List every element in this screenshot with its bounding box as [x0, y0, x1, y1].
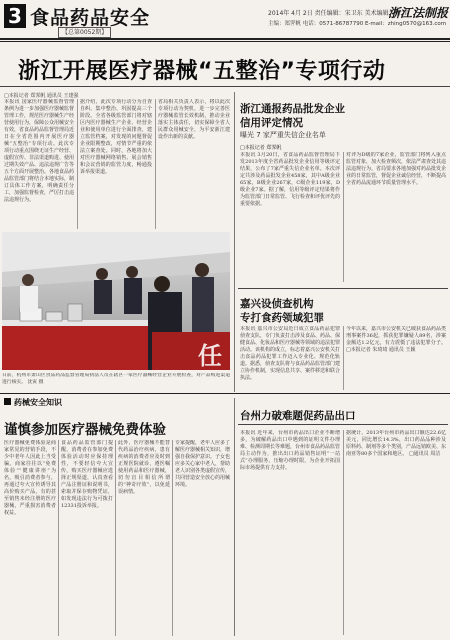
sidebar3-column-1: 本报讯 近年来，台州市药品出口企业不断增多，为破解药品出口中遇到的证明文件办理难、检测周期长等难题，台州市食品药品监管局主动作为，推出出口药品销售证明“一站式”办理服务，压缩办理时限，为企业开拓国际市场提供有力支持。	[240, 430, 340, 471]
section-divider	[234, 398, 235, 636]
bottom-headline: 谨慎参加医疗器械免费体验	[4, 422, 166, 438]
headline-rule	[0, 86, 450, 87]
sidebar-rule	[238, 288, 448, 289]
sidebar1-headline-line2: 信用评定情况	[240, 117, 303, 129]
sidebar1-subheadline: 曝光 7 家严重失信企业名单	[240, 131, 326, 139]
column-divider	[115, 440, 116, 636]
sidebar2-column-1: 本报讯 嘉兴市公安局近日成立食品药品犯罪侦查支队，专门负责打击涉及食品、药品、保健食品、化妆品和医疗器械等领域的违法犯罪活动。该机构的成立，标志着嘉兴公安机关打击食品药品犯罪工作迈入专业化、规范化轨道。据悉，侦查支队将与食品药品监管部门建立协作机制，实现信息共享、案件移送和联合执法。	[240, 326, 340, 381]
section-label: 药械安全知识	[14, 398, 62, 407]
column-divider	[172, 440, 173, 636]
sidebar1-byline: □本报记者 郑霁帆	[240, 145, 282, 151]
section-marker-icon	[4, 398, 11, 405]
banner-character: 任	[198, 342, 222, 370]
column-divider	[58, 440, 59, 636]
sidebar1-headline: 浙江通报药品批发企业	[240, 103, 345, 115]
section-divider	[234, 92, 235, 392]
sidebar2-headline: 嘉兴设侦查机构	[240, 298, 314, 310]
sidebar2-column-2: 今年以来，嘉兴市公安机关已破获食品药品类刑事案件36起，抓获犯罪嫌疑人89名，涉案金额达1.2亿元，有力震慑了违法犯罪分子。 □本报记者 朱琦琦 通讯员 王颖	[346, 326, 446, 353]
photo-caption: 日前，杭州市萧山区食品药品监督管理局执法人员在辖区一家医疗器械经营企业开展检查，对产品购进渠道进行核实。 沈寅 摄	[2, 373, 230, 385]
bottom-column-1: 医疗器械免费体验是商家常见的营销手段，不少中老年人因此上当受骗。商家往往以“免费体验”“健康讲座”为名，吸引消费者参与，再通过夸大宣传诱导其高价购买产品，有的甚至销售未经注册的医疗器械，严重损害消费者权益。	[4, 440, 56, 516]
column-divider	[77, 99, 78, 229]
column-divider	[343, 430, 344, 635]
sidebar2-headline-line2: 专打食药领域犯罪	[240, 312, 324, 324]
bottom-column-4: 专家提醒，老年人应多了解医疗器械相关知识，增强自我保护意识。子女也应多关心家中老人，帮助老人识别各类虚假宣传，共同营造安全放心的用械环境。	[175, 440, 230, 488]
sidebar1-column-2: 对评为D级的7家企业，监管部门将列入重点监管对象，加大检查频次，依法严肃查处其违法违规行为。省局要求各地加强对药品批发企业的日常监管，督促企业诚信经营，不断提高全省药品流通环节质量管理水平。	[346, 152, 446, 186]
bottom-column-3: 此外，医疗器械不能替代药品治疗疾病，患有疾病的消费者应及时到正规医院就诊，遵医嘱使用药品和医疗器械，切勿盲目相信所谓的“神奇疗效”，以免延误病情。	[118, 440, 170, 495]
edition-number: 【总第0052期】	[58, 27, 111, 38]
lead-column-3: 省局相关负责人表示，将以此次专项行动为契机，进一步完善医疗器械监管长效机制，推动企业落实主体责任，切实保障全省人民群众用械安全，为平安浙江建设作出新的贡献。	[158, 99, 230, 140]
contact-info: 主编：郑霁帆 电话：0571-86787790 E-mail：zhing0570@163.com	[268, 21, 447, 27]
masthead-rule-thin	[0, 41, 450, 42]
sidebar3-headline: 台州力破难题促药品出口	[240, 410, 356, 422]
section-rule	[0, 393, 450, 394]
masthead-rule	[0, 38, 450, 40]
sidebar1-column-1: 本报讯 3月20日，省食品药品监督管理局下发2013年度全省药品批发企业信用等级评定结果，公布了7家严重失信企业名单。本次评定共涉及药品批发企业458家，其中A级企业65家，B级企业267家，C级企业119家，D级企业7家。据了解，信用等级评定结果将作为监管部门日常监管、飞行检查和评优评先的重要依据。	[240, 152, 340, 207]
column-divider	[343, 152, 344, 282]
lead-headline: 浙江开展医疗器械“五整治”专项行动	[18, 59, 386, 84]
masthead	[0, 0, 450, 44]
lead-byline: □本报记者 郑霁帆 通讯员 王建强	[4, 93, 79, 99]
news-photo	[2, 232, 230, 370]
lead-column-2: 据介绍，此次专项行动分为自查自纠、集中整治、巩固提高三个阶段。全省各级监管部门将对辖区内医疗器械生产企业、经营企业和使用单位进行全面排查，建立监管档案，对发现的问题督促企业限期整改，对情节严重的依法立案查处。同时，各地将加大对医疗器械网络销售、展会销售和会议营销的监管力度，畅通投诉举报渠道。	[80, 99, 152, 175]
bottom-column-2: 食品药品监管部门提醒，消费者在参加免费体验活动时应保持理性，不要轻信夸大宣传，购买医疗器械应选择正规渠道，认真查看产品注册证和说明书，索取并保存购物凭证，如发现违法行为可拨打12331投诉举报。	[61, 440, 113, 509]
issue-date: 2014年 4月 2日	[268, 10, 313, 17]
column-divider	[343, 326, 344, 390]
photo-illustration	[2, 232, 230, 370]
newspaper-logo: 浙江法制报	[388, 6, 449, 20]
column-divider	[155, 99, 156, 229]
page-number: 3	[4, 4, 26, 28]
sidebar-rule	[238, 424, 448, 425]
lead-column-1: 本报讯 国家医疗器械监督管理条例为进一步加强医疗器械监督管理工作，规范医疗器械生产经营使用行为，保障公众用械安全有效，省食品药品监督管理局近日在全省范围内开展医疗器械“五整治”专项行动。此次专项行动重点围绕无证生产经营、虚假宣传、非法渠道购进、使用过期失效产品、违法违规广告等五个方面开展整治。各地食品药品监管部门将结合本地实际，制订具体工作方案，明确责任分工，加强监督检查，严厉打击违法违规行为。	[4, 99, 74, 203]
editors: 责任编辑：宋卫东 美术编辑：杨 雷	[314, 10, 409, 17]
sidebar3-column-2: 据统计，2013年台州市药品出口额达22.6亿美元，同比增长14.3%，出口药品品种涉及原料药、制剂等多个类别，产品远销欧美、东南亚等80多个国家和地区。 □通讯员 周洁	[346, 430, 446, 457]
section-title: 食品药品安全	[30, 7, 151, 29]
